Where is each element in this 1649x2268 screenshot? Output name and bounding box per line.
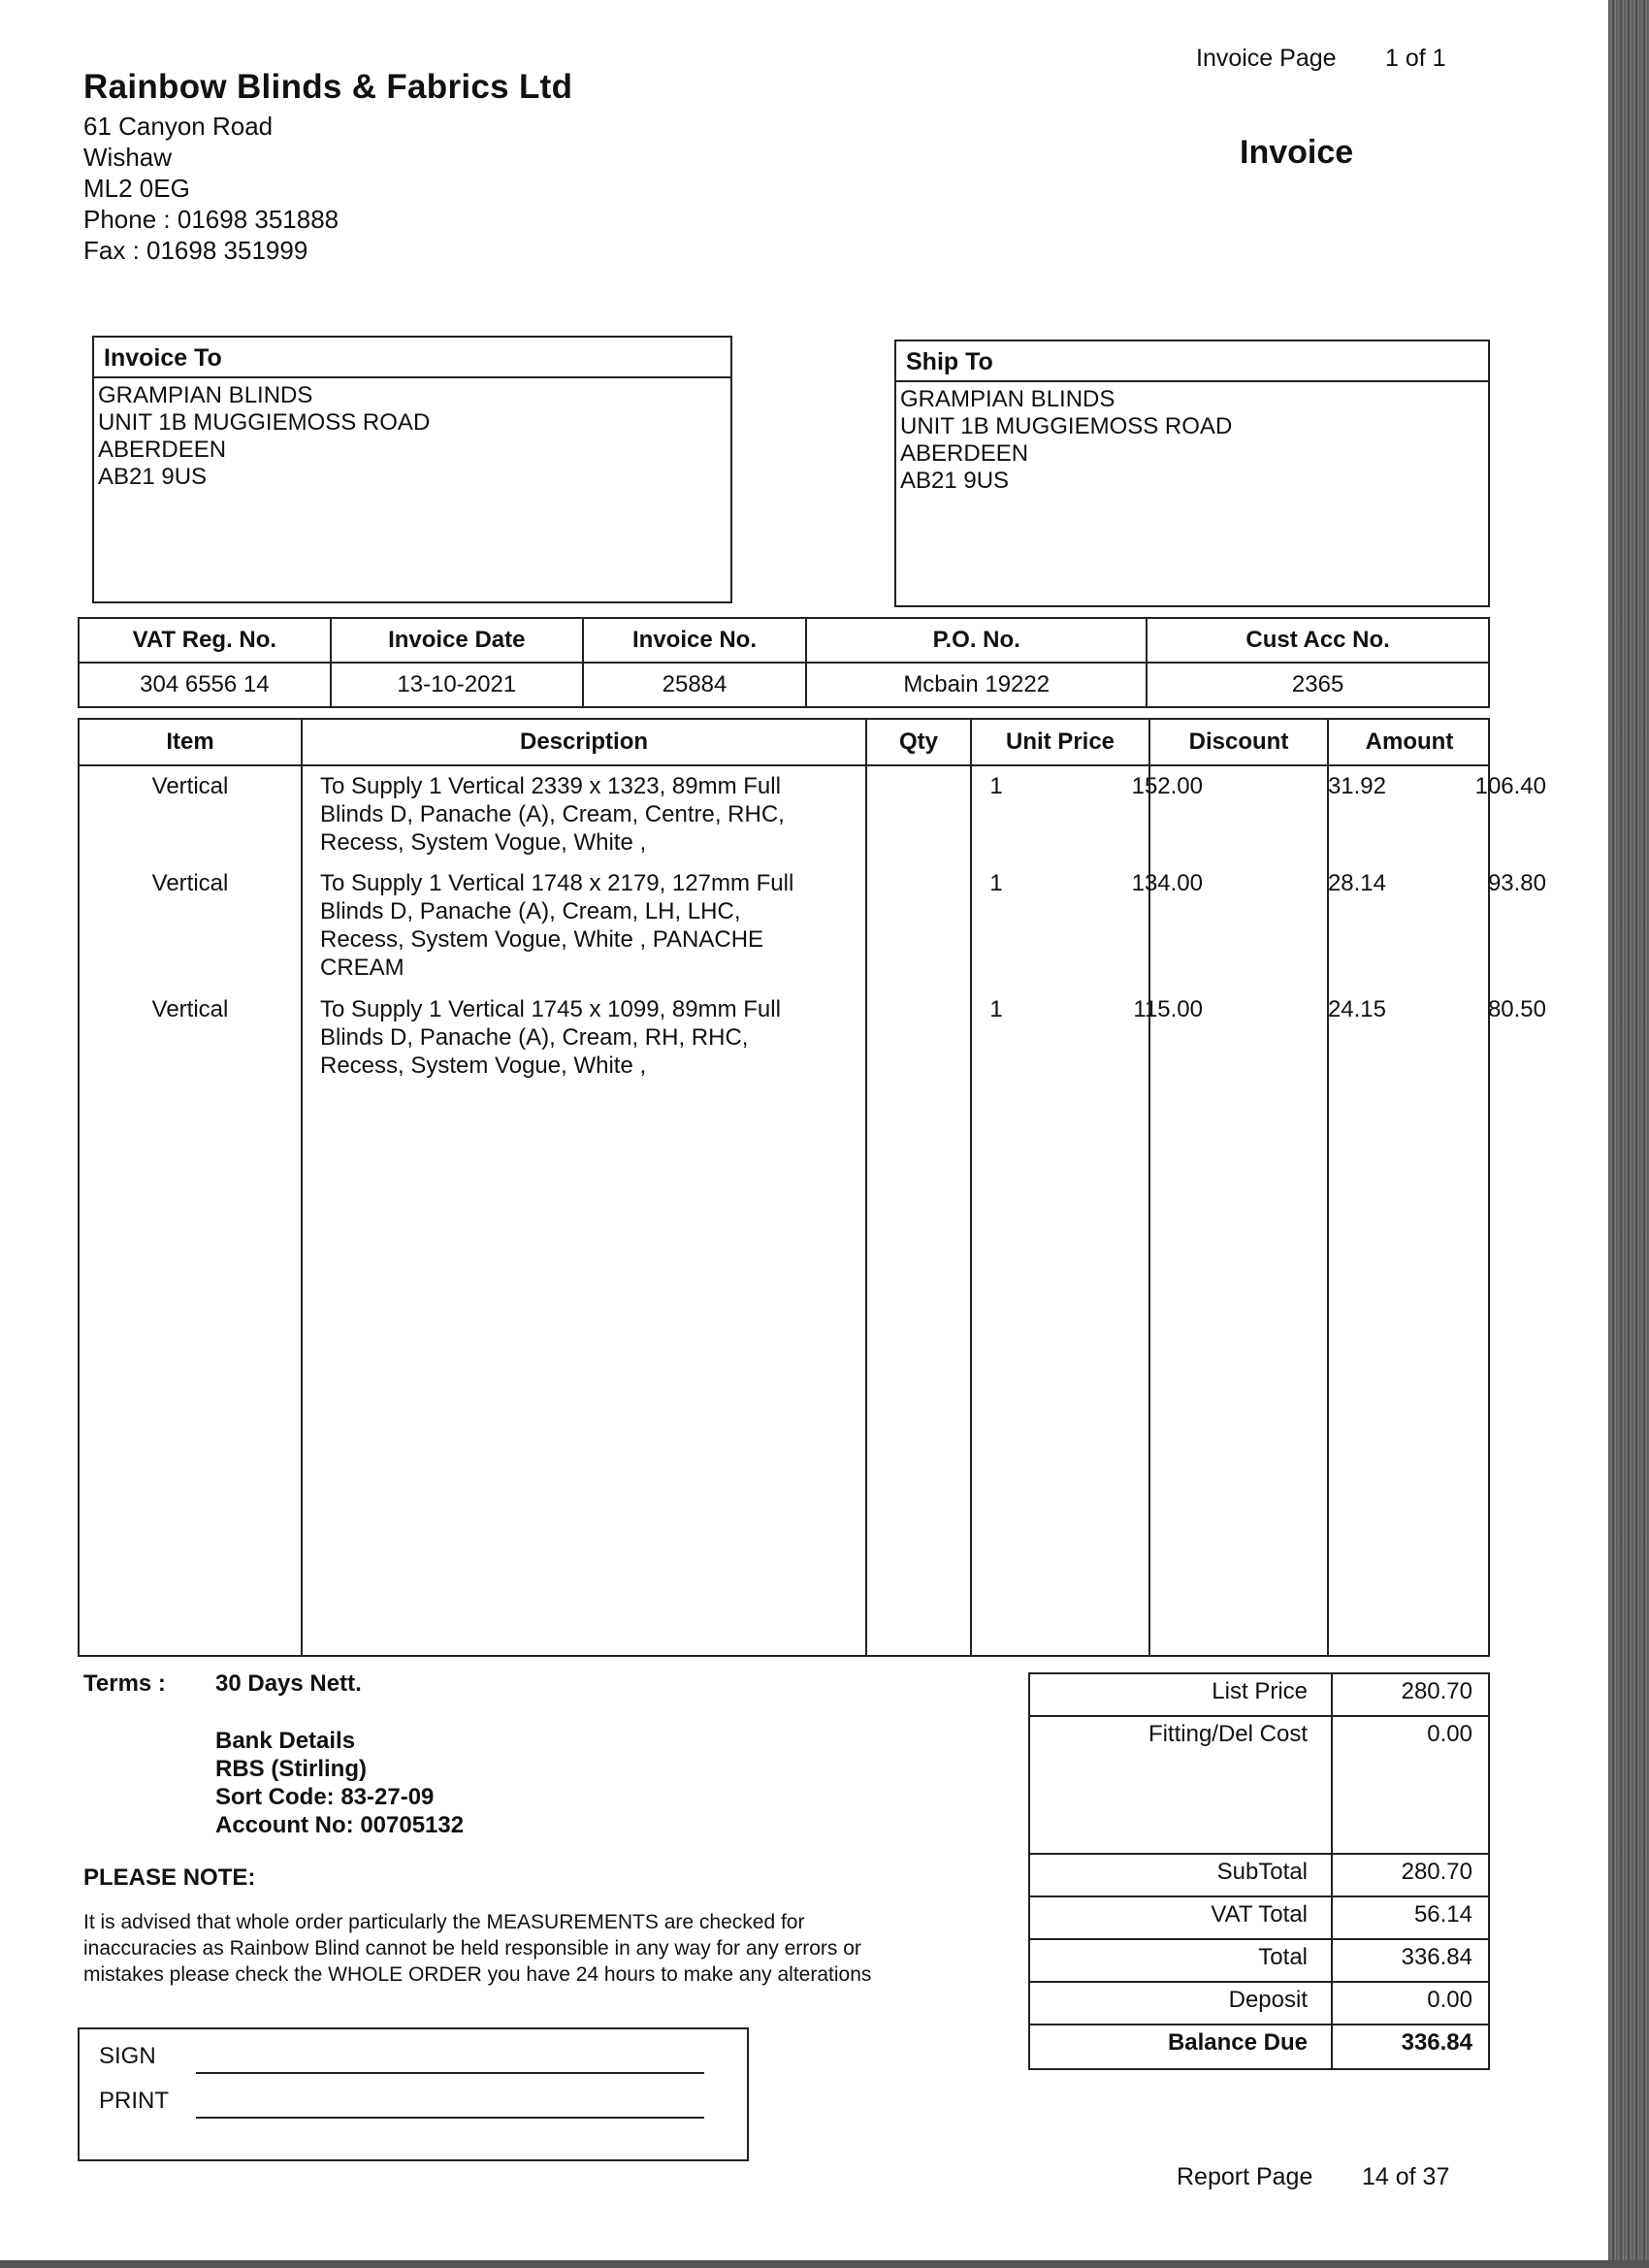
amount-cell: 93.80: [1487, 870, 1546, 896]
item-cell: Vertical: [151, 996, 229, 1022]
terms-value: 30 Days Nett.: [215, 1670, 362, 1697]
fitting-row: [1030, 1717, 1488, 1855]
bank-details: [215, 1727, 464, 1839]
subtotal-row: [1030, 1855, 1488, 1897]
print-line[interactable]: [196, 2117, 704, 2119]
account-number: Account No: 00705132: [215, 1812, 465, 1838]
po-no-header: P.O. No.: [806, 618, 1147, 663]
deposit-row: [1030, 1983, 1488, 2025]
scanner-edge-strip: [1608, 0, 1649, 2268]
po-no-value: Mcbain 19222: [806, 663, 1147, 707]
ship-to-line: ABERDEEN: [900, 440, 1029, 467]
company-phone: Phone : 01698 351888: [83, 205, 340, 234]
deposit-label: Deposit: [1228, 1987, 1308, 2013]
unit-price-cell: 152.00: [1131, 773, 1203, 799]
invoice-to-label: Invoice To: [94, 338, 730, 378]
vat-reg-header: VAT Reg. No.: [79, 618, 331, 663]
bank-details-title: Bank Details: [215, 1728, 356, 1754]
ship-to-address: [896, 382, 1488, 499]
invoice-page-value: 1 of 1: [1385, 45, 1446, 72]
ship-to-label: Ship To: [896, 341, 1488, 382]
description-line: Blinds D, Panache (A), Cream, RH, RHC,: [320, 1024, 749, 1051]
description-cell: [320, 869, 863, 982]
list-price-row: [1030, 1674, 1488, 1717]
company-block: [83, 68, 572, 266]
invoice-to-address: [94, 378, 730, 495]
description-cell: [320, 772, 863, 857]
invoice-date-header: Invoice Date: [331, 618, 583, 663]
description-line: To Supply 1 Vertical 2339 x 1323, 89mm Full: [320, 773, 781, 799]
terms-label: Terms :: [83, 1670, 166, 1697]
amount-cell: 106.40: [1474, 773, 1546, 799]
description-line: Blinds D, Panache (A), Cream, LH, LHC,: [320, 898, 741, 924]
invoice-no-header: Invoice No.: [583, 618, 806, 663]
item-cell: Vertical: [151, 870, 229, 896]
invoice-to-line: AB21 9US: [98, 464, 208, 490]
vat-label: VAT Total: [1211, 1901, 1308, 1928]
total-row: [1030, 1940, 1488, 1983]
company-address-line: 61 Canyon Road: [83, 112, 274, 141]
report-page-label: Report Page: [1177, 2163, 1313, 2190]
column-divider: [865, 720, 867, 1655]
company-address-line: Wishaw: [83, 143, 173, 172]
description-line: Recess, System Vogue, White ,: [320, 829, 647, 856]
list-price-value: 280.70: [1331, 1674, 1490, 1715]
invoice-to-line: UNIT 1B MUGGIEMOSS ROAD: [98, 409, 431, 436]
bank-name: RBS (Stirling): [215, 1756, 367, 1782]
sign-label: SIGN: [99, 2043, 156, 2069]
vat-reg-value: 304 6556 14: [79, 663, 331, 707]
invoice-to-line: ABERDEEN: [98, 437, 227, 463]
print-label: PRINT: [99, 2088, 169, 2114]
unit-price-cell: 134.00: [1131, 870, 1203, 896]
unit-price-cell: 115.00: [1133, 996, 1203, 1022]
invoice-page-label: Invoice Page: [1196, 45, 1337, 72]
invoice-date-value: 13-10-2021: [331, 663, 583, 707]
unit-price-column-header: Unit Price: [1005, 729, 1116, 755]
description-line: CREAM: [320, 955, 404, 981]
signature-box: [78, 2027, 749, 2161]
description-line: To Supply 1 Vertical 1748 x 2179, 127mm Full: [320, 870, 794, 896]
amount-column-header: Amount: [1365, 729, 1454, 755]
sign-line[interactable]: [196, 2072, 704, 2074]
ship-to-line: GRAMPIAN BLINDS: [900, 386, 1116, 412]
vat-row: [1030, 1897, 1488, 1940]
column-divider: [1327, 720, 1329, 1655]
list-price-label: List Price: [1212, 1678, 1308, 1704]
qty-column-header: Qty: [898, 729, 938, 755]
subtotal-value: 280.70: [1331, 1855, 1490, 1895]
invoice-to-line: GRAMPIAN BLINDS: [98, 382, 313, 408]
description-cell: [320, 995, 863, 1080]
column-divider: [301, 720, 303, 1655]
balance-due-value: 336.84: [1331, 2025, 1490, 2068]
description-line: Recess, System Vogue, White , PANACHE: [320, 926, 764, 953]
note-line: inaccuracies as Rainbow Blind cannot be held responsible in any way for any errors or: [83, 1937, 861, 1960]
item-column-header: Item: [166, 729, 214, 755]
amount-cell: 80.50: [1487, 996, 1546, 1022]
qty-cell: 1: [989, 773, 1003, 799]
description-column-header: Description: [519, 729, 649, 755]
invoice-to-box: [92, 336, 732, 603]
fitting-label: Fitting/Del Cost: [1148, 1721, 1308, 1747]
company-address-line: ML2 0EG: [83, 174, 190, 203]
note-line: It is advised that whole order particularly the MEASUREMENTS are checked for: [83, 1911, 805, 1933]
please-note-text: [83, 1909, 1015, 1988]
total-value: 336.84: [1331, 1940, 1490, 1981]
deposit-value: 0.00: [1331, 1983, 1490, 2024]
ship-to-line: UNIT 1B MUGGIEMOSS ROAD: [900, 413, 1233, 439]
column-divider: [1148, 720, 1150, 1655]
cust-acc-header: Cust Acc No.: [1147, 618, 1489, 663]
line-items-table: [78, 718, 1546, 1657]
balance-due-row: [1030, 2025, 1488, 2068]
item-cell: Vertical: [151, 773, 229, 799]
balance-due-label: Balance Due: [1167, 2029, 1308, 2056]
qty-cell: 1: [989, 996, 1003, 1022]
document-title: Invoice: [1240, 134, 1354, 171]
totals-box: [1028, 1672, 1490, 2070]
invoice-no-value: 25884: [583, 663, 806, 707]
note-line: mistakes please check the WHOLE ORDER you have 24 hours to make any alterations: [83, 1963, 872, 1986]
report-page-value: 14 of 37: [1362, 2163, 1450, 2190]
description-line: Recess, System Vogue, White ,: [320, 1053, 647, 1079]
invoice-meta-table: [78, 617, 1490, 708]
please-note-title: PLEASE NOTE:: [83, 1864, 256, 1891]
fitting-value: 0.00: [1331, 1717, 1490, 1853]
vat-value: 56.14: [1331, 1897, 1490, 1938]
total-label: Total: [1258, 1944, 1308, 1970]
discount-cell: 24.15: [1327, 996, 1386, 1022]
company-name: Rainbow Blinds & Fabrics Ltd: [83, 68, 573, 106]
qty-cell: 1: [989, 870, 1003, 896]
cust-acc-value: 2365: [1147, 663, 1489, 707]
company-fax: Fax : 01698 351999: [83, 236, 308, 265]
discount-column-header: Discount: [1188, 729, 1289, 755]
subtotal-label: SubTotal: [1216, 1859, 1308, 1885]
discount-cell: 28.14: [1327, 870, 1386, 896]
description-line: To Supply 1 Vertical 1745 x 1099, 89mm Full: [320, 996, 781, 1022]
sort-code: Sort Code: 83-27-09: [215, 1784, 435, 1810]
scanner-bottom-edge: [0, 2260, 1649, 2268]
column-divider: [970, 720, 972, 1655]
description-line: Blinds D, Panache (A), Cream, Centre, RHC,: [320, 801, 785, 827]
discount-cell: 31.92: [1327, 773, 1386, 799]
ship-to-box: [894, 340, 1490, 607]
ship-to-line: AB21 9US: [900, 468, 1010, 494]
